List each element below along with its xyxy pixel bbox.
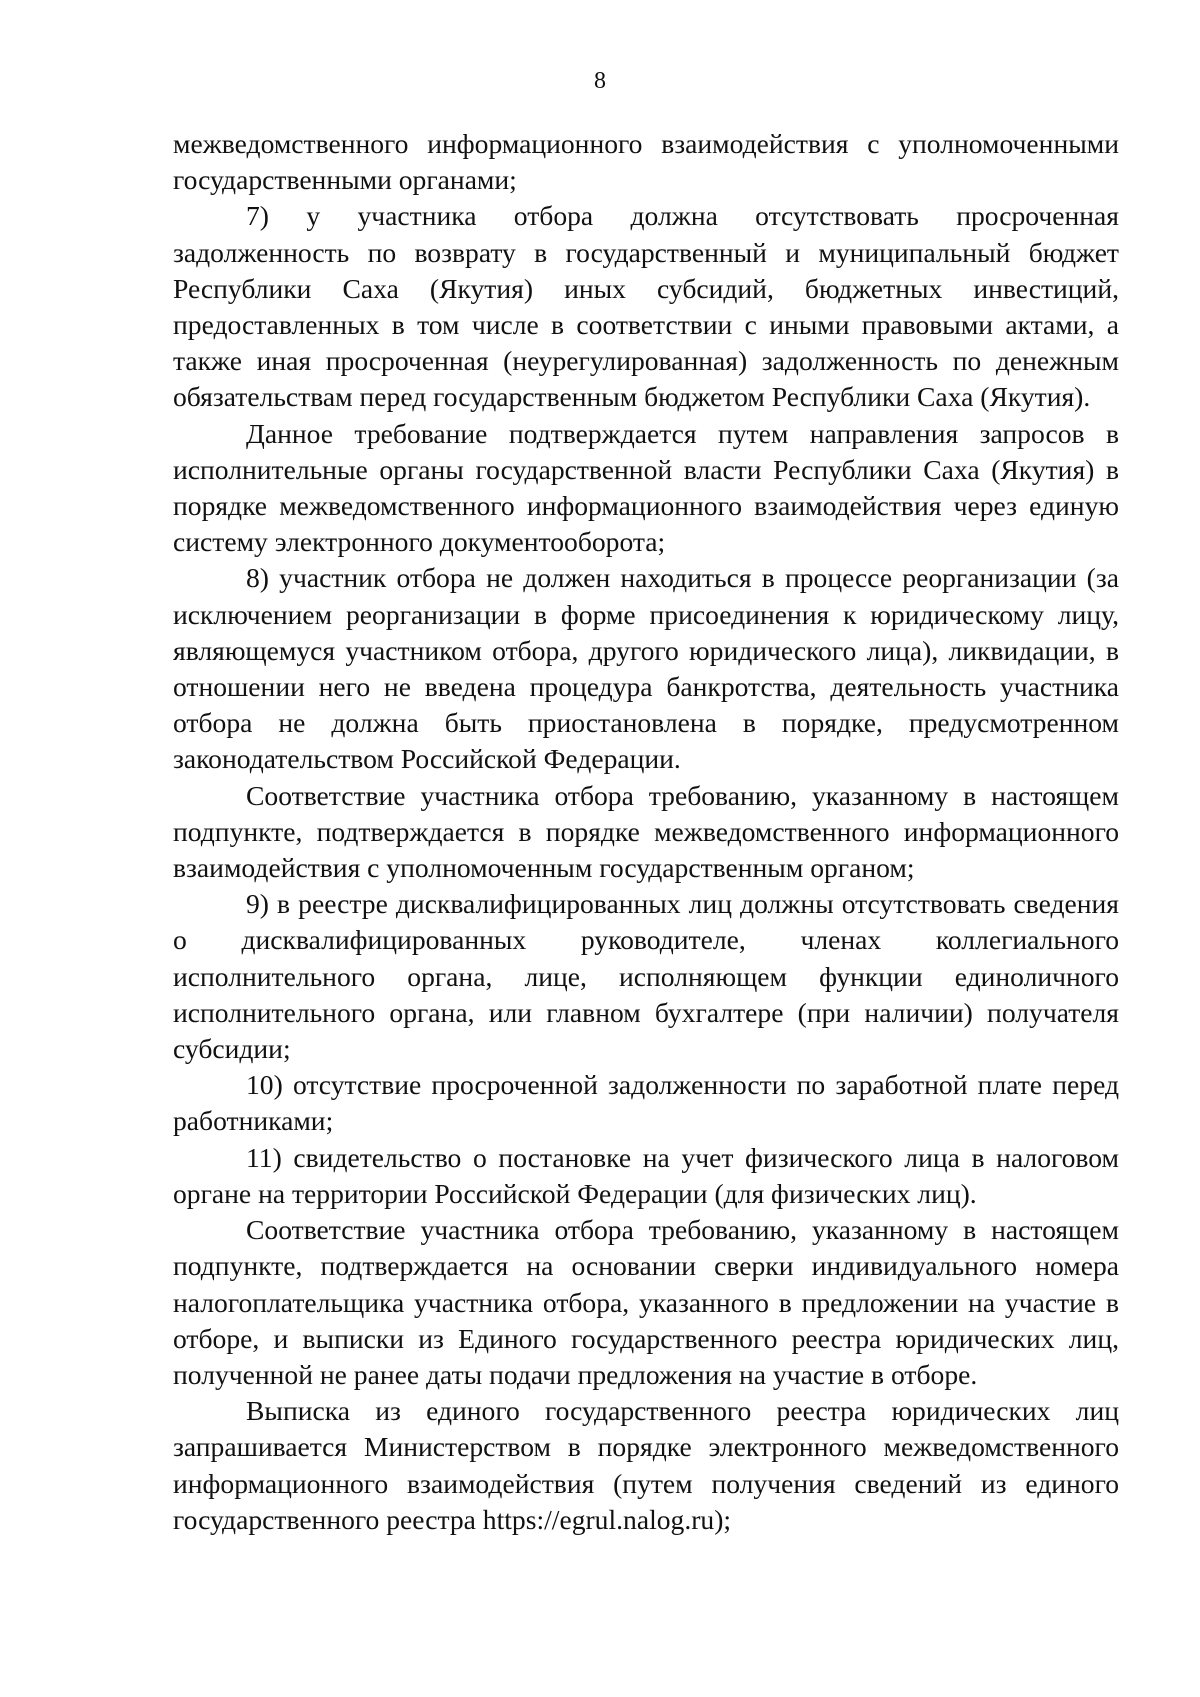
document-body (173, 126, 1119, 1538)
paragraph-egrul-extract: Выписка из единого государственного реестра юридических лиц запрашивается Министерством в порядке электронного межведомственного информационного взаимодействия (путем получения сведений из единого государственного реестра https://egrul.nalog.ru); (173, 1395, 1119, 1535)
paragraph-item-7: 7) у участника отбора должна отсутствовать просроченная задолженность по возврату в государственный и муниципальный бюджет Республики Саха (Якутия) иных субсидий, бюджетных инвестиций, предоставленных в том числе в соответствии с иными правовыми актами, а также иная просроченная (неурегулированная) задолженность по денежным обязательствам перед государственным бюджетом Республики Саха (Якутия). (173, 200, 1119, 413)
paragraph-item-8-confirmation: Соответствие участника отбора требованию, указанному в настоящем подпункте, подтверждается в порядке межведомственного информационного взаимодействия с уполномоченным государственным органом; (173, 779, 1119, 884)
paragraph-item-7-confirmation: Данное требование подтверждается путем направления запросов в исполнительные органы государственной власти Республики Саха (Якутия) в порядке межведомственного информационного взаимодействия через единую систему электронного документооборота; (173, 417, 1119, 558)
paragraph-item-9: 9) в реестре дисквалифицированных лиц должны отсутствовать сведения о дисквалифицированных руководителе, членах коллегиального исполнительного органа, лице, исполняющем функции единоличного исполнительного органа, или главном бухгалтере (при наличии) получателя субсидии; (173, 888, 1119, 1065)
paragraph-continuation: межведомственного информационного взаимодействия с уполномоченными государственными органами; (173, 128, 1119, 196)
paragraph-item-11: 11) свидетельство о постановке на учет физического лица в налоговом органе на территории Российской Федерации (для физических лиц). (173, 1141, 1119, 1209)
paragraph-item-10: 10) отсутствие просроченной задолженности по заработной плате перед работниками; (173, 1069, 1119, 1137)
paragraph-item-11-confirmation: Соответствие участника отбора требованию, указанному в настоящем подпункте, подтверждается на основании сверки индивидуального номера налогоплательщика участника отбора, указанного в предложении на участие в отборе, и выписки из Единого государственного реестра юридических лиц, полученной не ранее даты подачи предложения на участие в отборе. (173, 1214, 1119, 1390)
paragraph-item-8: 8) участник отбора не должен находиться в процессе реорганизации (за исключением реорганизации в форме присоединения к юридическому лицу, являющемуся участником отбора, другого юридического лица), ликвидации, в отношении него не введена процедура банкротства, деятельность участника отбора не должна быть приостановлена в порядке, предусмотренном законодательством Российской Федерации. (173, 562, 1119, 775)
page-number: 8 (594, 68, 606, 94)
